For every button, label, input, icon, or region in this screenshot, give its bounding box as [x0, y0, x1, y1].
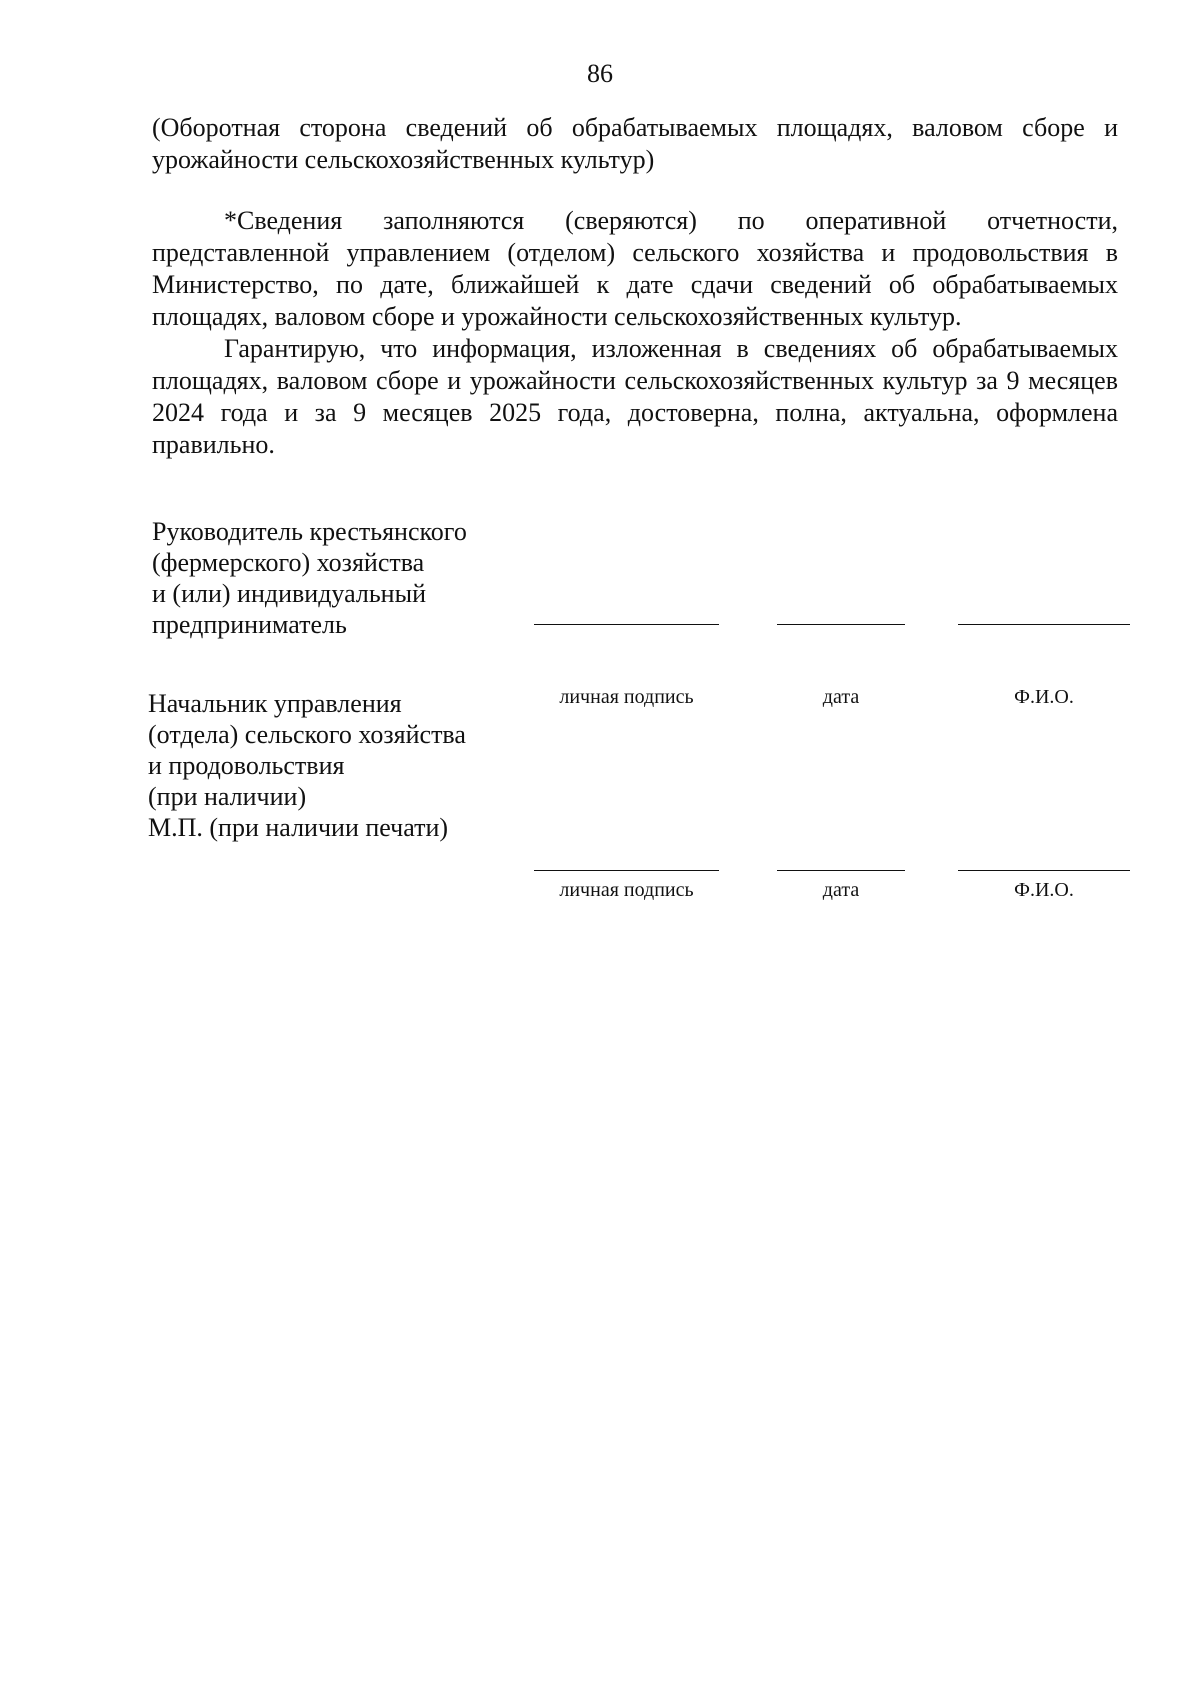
- full-name-line[interactable]: [958, 870, 1130, 871]
- date-line[interactable]: [777, 870, 905, 871]
- date-line[interactable]: [777, 624, 905, 625]
- full-name-caption: Ф.И.О.: [1014, 879, 1074, 901]
- signatory-farmer-role: [152, 516, 532, 640]
- signature-caption: личная подпись: [559, 879, 694, 901]
- role-line: М.П. (при наличии печати): [148, 813, 449, 842]
- guarantee-paragraph: Гарантирую, что информация, изложенная в сведениях об обрабатываемых площадях, валовом сборе и урожайности сельскохозяйственных культур за 9 месяцев 2024 года и за 9 месяцев 2025 года, достоверна, полна, актуальна, оформлена правильно.: [152, 334, 1118, 459]
- signature-caption: личная подпись: [559, 686, 694, 708]
- signature-line[interactable]: [534, 870, 719, 871]
- role-line: Руководитель крестьянского: [152, 517, 467, 546]
- page-number: 86: [587, 59, 613, 88]
- document-heading: (Оборотная сторона сведений об обрабатываемых площадях, валовом сборе и урожайности сельскохозяйственных культур): [152, 113, 1118, 174]
- signatory-chief-role: [148, 688, 528, 843]
- note-paragraph: *Сведения заполняются (сверяются) по оперативной отчетности, представленной управлением (отделом) сельского хозяйства и продовольствия в Министерство, по дате, ближайшей к дате сдачи сведений об обрабатываемых площадях, валовом сборе и урожайности сельскохозяйственных культур.: [152, 206, 1118, 331]
- role-line: (при наличии): [148, 782, 307, 811]
- role-line: и продовольствия: [148, 751, 345, 780]
- role-line: (фермерского) хозяйства: [152, 548, 425, 577]
- full-name-caption: Ф.И.О.: [1014, 686, 1074, 708]
- date-caption: дата: [822, 686, 860, 708]
- signature-line[interactable]: [534, 624, 719, 625]
- role-line: Начальник управления: [148, 689, 402, 718]
- date-caption: дата: [822, 879, 860, 901]
- role-line: предприниматель: [152, 610, 347, 639]
- role-line: (отдела) сельского хозяйства: [148, 720, 466, 749]
- role-line: и (или) индивидуальный: [152, 579, 426, 608]
- full-name-line[interactable]: [958, 624, 1130, 625]
